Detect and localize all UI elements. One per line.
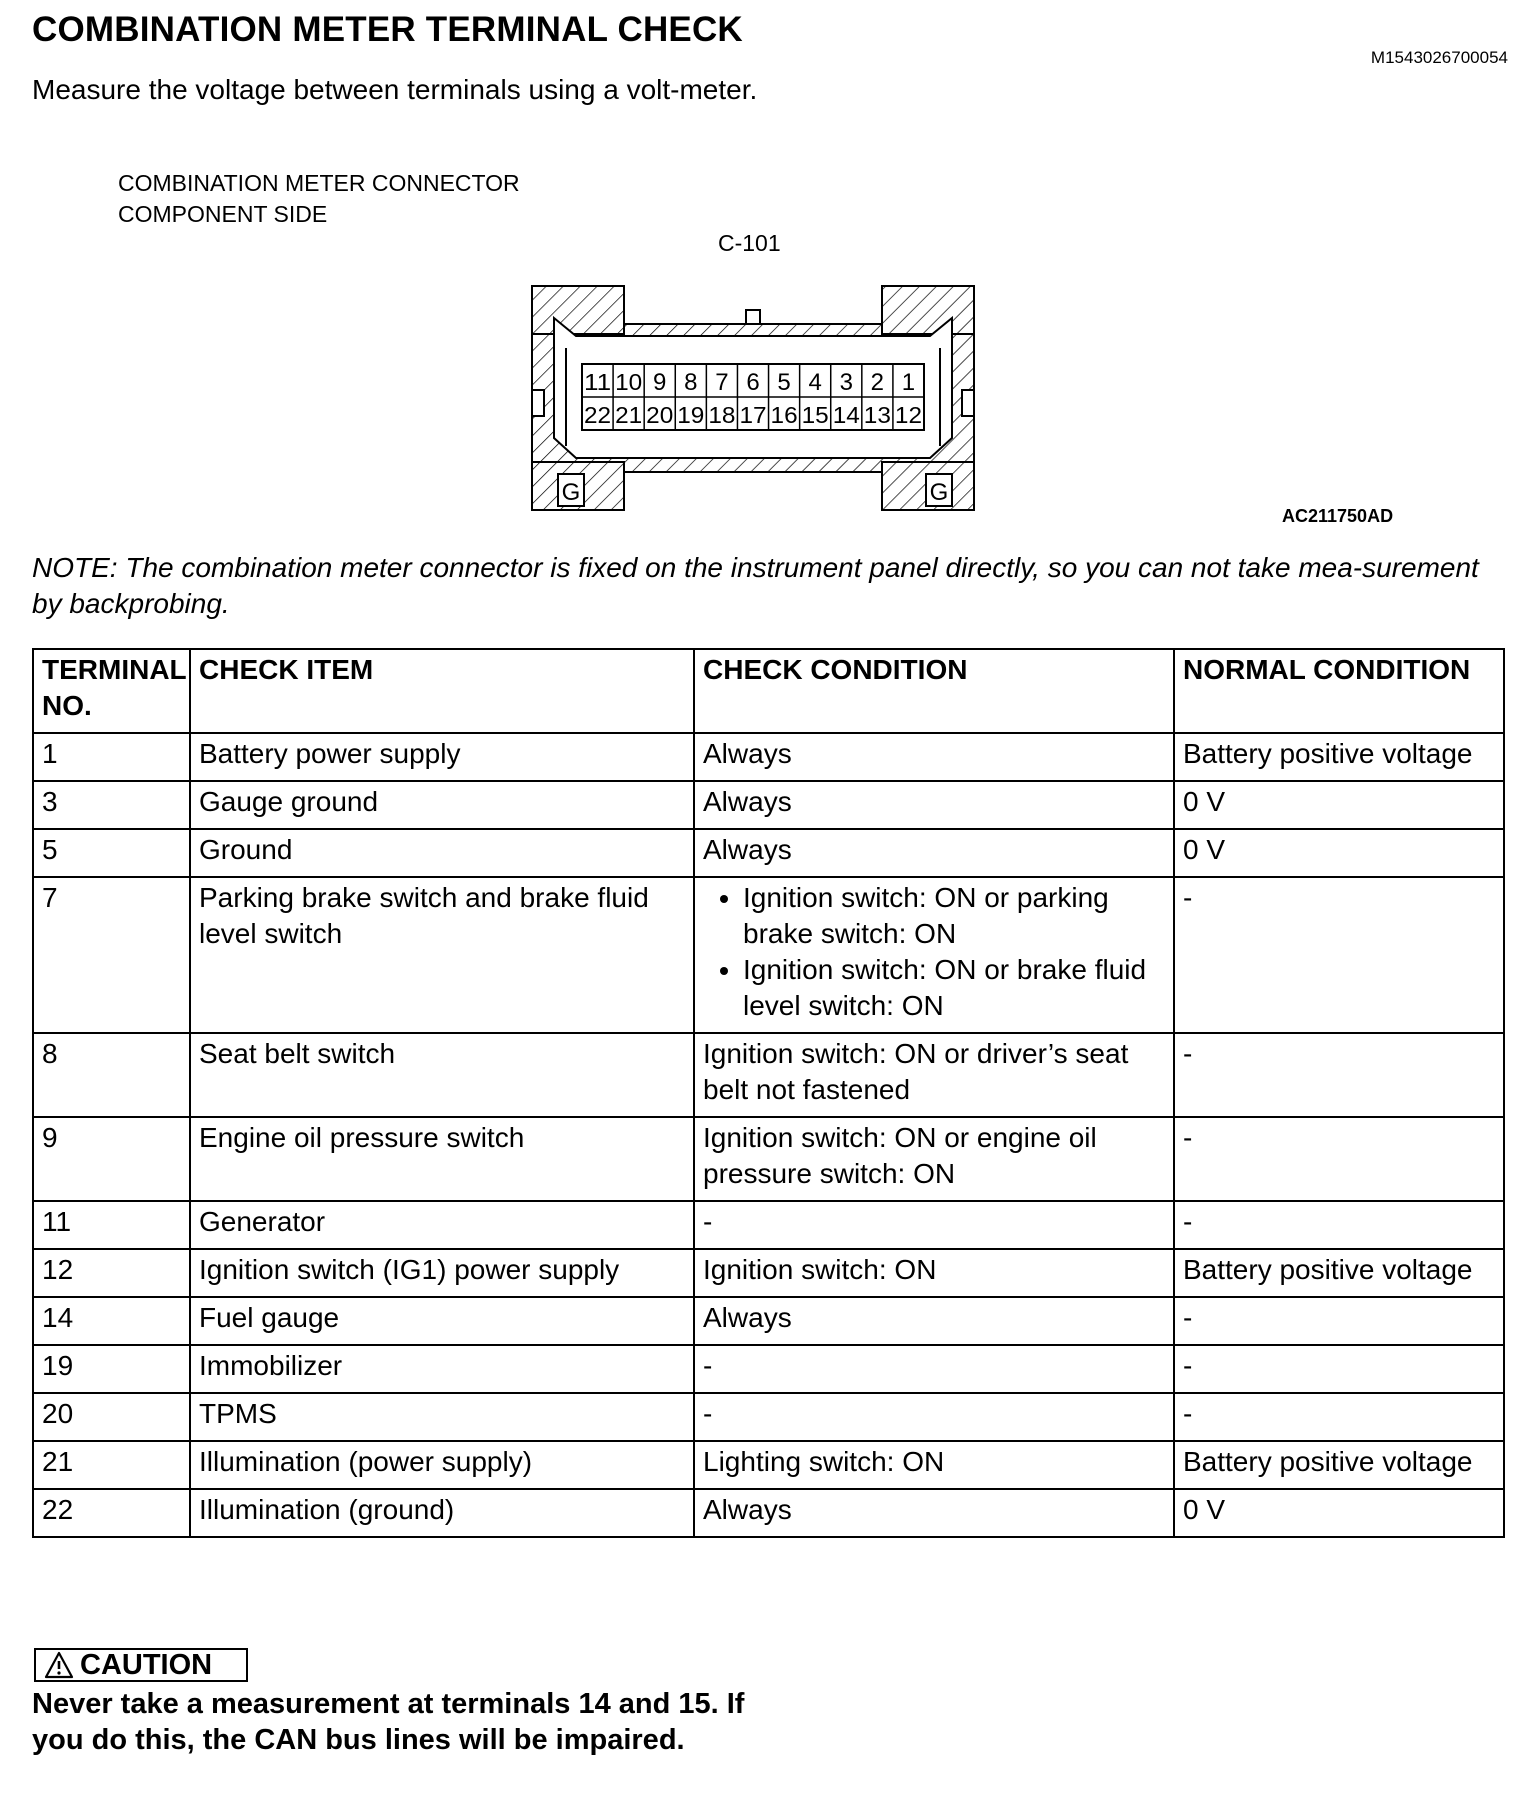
- terminal-no: 9: [33, 1117, 190, 1201]
- ground-mark-right: [926, 474, 952, 506]
- check-condition: -: [694, 1393, 1174, 1441]
- terminal-no: 7: [33, 877, 190, 1033]
- check-item: Engine oil pressure switch: [190, 1117, 694, 1201]
- terminal-no: 12: [33, 1249, 190, 1297]
- pin-label: 17: [739, 402, 767, 428]
- table-row: [33, 1249, 1504, 1297]
- pin-label: 15: [801, 402, 829, 428]
- check-condition: Always: [694, 1489, 1174, 1537]
- connector-label-line1: COMBINATION METER CONNECTOR: [118, 170, 520, 196]
- pin-label: 22: [584, 402, 612, 428]
- check-item: Seat belt switch: [190, 1033, 694, 1117]
- terminal-no: 5: [33, 829, 190, 877]
- pin-label: 19: [677, 402, 705, 428]
- terminal-no: 3: [33, 781, 190, 829]
- intro-text: Measure the voltage between terminals using a volt-meter.: [32, 74, 758, 105]
- terminal-no: 11: [33, 1201, 190, 1249]
- caution-label-box: [34, 1648, 248, 1682]
- check-item: Immobilizer: [190, 1345, 694, 1393]
- table-row: [33, 1441, 1504, 1489]
- table-row: [33, 733, 1504, 781]
- check-condition: Lighting switch: ON: [694, 1441, 1174, 1489]
- condition-bullet: • Ignition switch: ON or brake fluid level switch: ON: [743, 952, 1165, 1024]
- terminal-check-table: [32, 648, 1505, 1538]
- ground-mark-left: [558, 474, 584, 506]
- normal-condition: 0 V: [1174, 1489, 1504, 1537]
- check-condition: Always: [694, 1297, 1174, 1345]
- pin-label: 1: [901, 369, 916, 396]
- table-row: [33, 829, 1504, 877]
- pin-label: 2: [870, 369, 885, 396]
- header-check-condition: CHECK CONDITION: [694, 649, 1174, 733]
- pin-label: 14: [832, 402, 861, 428]
- pin-label: 13: [863, 402, 891, 428]
- connector-code: C-101: [718, 230, 781, 256]
- pin-label: 21: [615, 402, 643, 428]
- normal-condition: Battery positive voltage: [1174, 1249, 1504, 1297]
- pin-row-bottom: [584, 397, 922, 430]
- svg-text:G: G: [561, 479, 581, 506]
- table-row: [33, 1393, 1504, 1441]
- table-row: [33, 1033, 1504, 1117]
- table-row: [33, 877, 1504, 1033]
- figure-id: AC211750AD: [1282, 506, 1394, 526]
- check-item: Generator: [190, 1201, 694, 1249]
- check-item: Illumination (power supply): [190, 1441, 694, 1489]
- svg-text:G: G: [929, 479, 949, 506]
- check-item: Ground: [190, 829, 694, 877]
- caution-label: CAUTION: [80, 1649, 213, 1681]
- check-condition: -: [694, 1201, 1174, 1249]
- pin-label: 5: [777, 369, 791, 396]
- header-normal-condition: NORMAL CONDITION: [1174, 649, 1504, 733]
- connector-diagram: [520, 278, 980, 518]
- normal-condition: -: [1174, 1297, 1504, 1345]
- pin-label: 3: [839, 369, 853, 396]
- pin-label: 9: [653, 369, 667, 396]
- document-id: M1543026700054: [1370, 48, 1508, 67]
- header-terminal-no: TERMINAL NO.: [33, 649, 190, 733]
- normal-condition: -: [1174, 1117, 1504, 1201]
- pin-label: 18: [708, 402, 736, 428]
- check-condition: Ignition switch: ON: [694, 1249, 1174, 1297]
- normal-condition: 0 V: [1174, 781, 1504, 829]
- normal-condition: Battery positive voltage: [1174, 1441, 1504, 1489]
- pin-label: 10: [615, 369, 643, 395]
- check-item: Parking brake switch and brake fluid level switch: [190, 877, 694, 1033]
- connector-label-line2: COMPONENT SIDE: [118, 201, 328, 227]
- check-item: Battery power supply: [190, 733, 694, 781]
- terminal-no: 14: [33, 1297, 190, 1345]
- normal-condition: -: [1174, 1393, 1504, 1441]
- condition-bullet-list: [703, 880, 1165, 1024]
- terminal-no: 22: [33, 1489, 190, 1537]
- check-item: TPMS: [190, 1393, 694, 1441]
- pin-label: 7: [715, 369, 729, 396]
- table-row: [33, 1201, 1504, 1249]
- check-condition: Always: [694, 829, 1174, 877]
- terminal-no: 1: [33, 733, 190, 781]
- note-text: NOTE: The combination meter connector is fixed on the instrument panel directly, so you can not take mea-surement by backprobing.: [32, 552, 1479, 619]
- table-row: [33, 1345, 1504, 1393]
- normal-condition: 0 V: [1174, 829, 1504, 877]
- normal-condition: -: [1174, 1201, 1504, 1249]
- check-item: Gauge ground: [190, 781, 694, 829]
- check-condition: Ignition switch: ON or engine oil pressure switch: ON: [694, 1117, 1174, 1201]
- terminal-no: 19: [33, 1345, 190, 1393]
- page-title: COMBINATION METER TERMINAL CHECK: [32, 10, 743, 49]
- pin-label: 11: [584, 369, 612, 395]
- pin-label: 8: [684, 369, 698, 396]
- check-condition: Ignition switch: ON or driver’s seat belt not fastened: [694, 1033, 1174, 1117]
- check-item: Fuel gauge: [190, 1297, 694, 1345]
- pin-label: 6: [746, 369, 760, 396]
- normal-condition: -: [1174, 1345, 1504, 1393]
- header-check-item: CHECK ITEM: [190, 649, 694, 733]
- check-condition: Always: [694, 781, 1174, 829]
- check-item: Illumination (ground): [190, 1489, 694, 1537]
- terminal-no: 21: [33, 1441, 190, 1489]
- caution-text: Never take a measurement at terminals 14 and 15. If you do this, the CAN bus lines will be impaired.: [32, 1688, 745, 1756]
- normal-condition: -: [1174, 1033, 1504, 1117]
- condition-bullet: • Ignition switch: ON or parking brake switch: ON: [743, 880, 1165, 952]
- pin-label: 4: [808, 369, 822, 396]
- table-row: [33, 781, 1504, 829]
- terminal-no: 20: [33, 1393, 190, 1441]
- warning-triangle-icon: [44, 1651, 74, 1679]
- normal-condition: -: [1174, 877, 1504, 1033]
- pin-label: 20: [646, 402, 674, 428]
- table-header-row: [33, 649, 1504, 733]
- table-row: [33, 1297, 1504, 1345]
- pin-label: 12: [894, 402, 922, 428]
- check-item: Ignition switch (IG1) power supply: [190, 1249, 694, 1297]
- table-row: [33, 1489, 1504, 1537]
- connector-housing: [532, 286, 974, 510]
- pin-label: 16: [770, 402, 798, 428]
- normal-condition: Battery positive voltage: [1174, 733, 1504, 781]
- check-condition: -: [694, 1345, 1174, 1393]
- check-condition: Always: [694, 733, 1174, 781]
- check-condition: [694, 877, 1174, 1033]
- connector-label: [118, 168, 520, 230]
- terminal-no: 8: [33, 1033, 190, 1117]
- table-row: [33, 1117, 1504, 1201]
